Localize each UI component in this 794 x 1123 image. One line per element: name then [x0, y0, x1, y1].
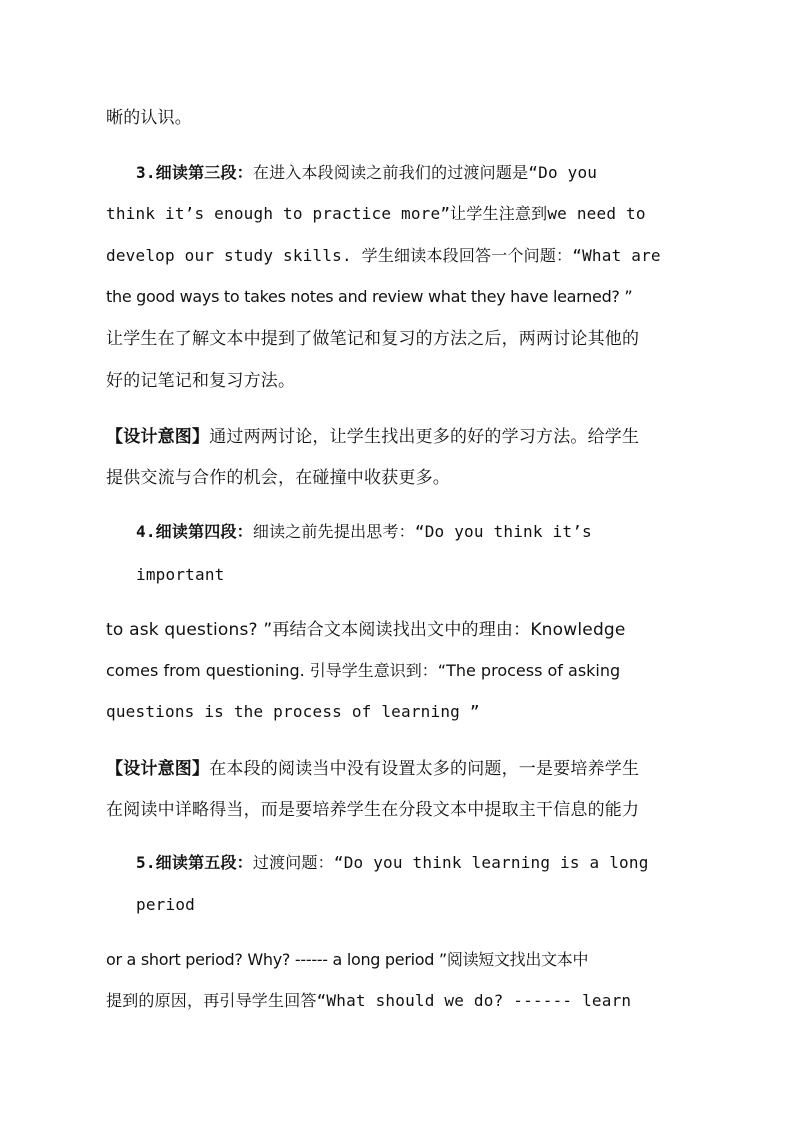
- text-line-content: 细读之前先提出思考：“Do you think it’s: [252, 522, 592, 541]
- text-line-content: questions is the process of learning ”: [106, 702, 480, 721]
- paragraph-4-line-4: [106, 660, 620, 682]
- text-line-content: think it’s enough to practice more”让学生注意到we need to: [106, 204, 646, 223]
- paragraph-5-line-4: [106, 990, 631, 1012]
- paragraph-3-line-6: [106, 370, 295, 392]
- paragraph-4-line-5: [106, 701, 480, 723]
- paragraph-4-line-1: [136, 521, 592, 543]
- text-line: [106, 107, 192, 129]
- text-line-content: 提到的原因，再引导学生回答“What should we do? ------ learn: [106, 991, 632, 1010]
- text-line-content: 在进入本段阅读之前我们的过渡问题是“Do you: [252, 163, 598, 182]
- paragraph-3-line-2: [106, 203, 646, 225]
- paragraph-4-line-2: [136, 564, 225, 586]
- paragraph-3-line-5: [106, 328, 639, 350]
- paragraph-5-line-3: [106, 949, 588, 971]
- text-line-content: 通过两两讨论，让学生找出更多的好的学习方法。给学生: [209, 427, 640, 447]
- text-line-content: comes from questioning. 引导学生意识到：“The process of asking: [106, 661, 621, 680]
- paragraph-5-line-2: [136, 894, 195, 916]
- design-intent-tag: 【设计意图】: [106, 759, 210, 779]
- text-line-content: 在阅读中详略得当，而是要培养学生在分段文本中提取主干信息的能力: [106, 800, 640, 820]
- paragraph-4-line-3: [106, 619, 626, 641]
- paragraph-3-line-4: [106, 286, 632, 308]
- text-line-content: to ask questions? ”再结合文本阅读找出文中的理由：Knowledge: [106, 620, 626, 640]
- design-intent-2-line-1: [106, 758, 639, 780]
- paragraph-4-heading: 4.细读第四段：: [136, 522, 253, 541]
- text-line-content: important: [136, 565, 225, 584]
- design-intent-1-line-2: [106, 467, 450, 489]
- paragraph-3-heading: 3.细读第三段：: [136, 163, 253, 182]
- design-intent-tag: 【设计意图】: [106, 427, 210, 447]
- text-line-content: 让学生在了解文本中提到了做笔记和复习的方法之后，两两讨论其他的: [106, 329, 640, 349]
- design-intent-2-line-2: [106, 799, 639, 821]
- paragraph-3-line-1: [136, 162, 597, 184]
- paragraph-5-heading: 5.细读第五段：: [136, 853, 253, 872]
- text-line-content: 晰的认识。: [106, 108, 192, 128]
- text-line-content: the good ways to takes notes and review what they have learned? ”: [106, 287, 633, 306]
- text-line-content: develop our study skills. 学生细读本段回答一个问题：“What are: [106, 246, 661, 265]
- text-line-content: period: [136, 895, 195, 914]
- text-line-content: 提供交流与合作的机会，在碰撞中收获更多。: [106, 468, 450, 488]
- text-line-content: 在本段的阅读当中没有设置太多的问题，一是要培养学生: [209, 759, 640, 779]
- design-intent-1-line-1: [106, 426, 639, 448]
- text-line-content: 过渡问题：“Do you think learning is a long: [252, 853, 649, 872]
- paragraph-5-line-1: [136, 852, 649, 874]
- text-line-content: or a short period? Why? ------ a long period ”阅读短文找出文本中: [106, 950, 589, 969]
- paragraph-3-line-3: [106, 245, 661, 267]
- text-line-content: 好的记笔记和复习方法。: [106, 371, 296, 391]
